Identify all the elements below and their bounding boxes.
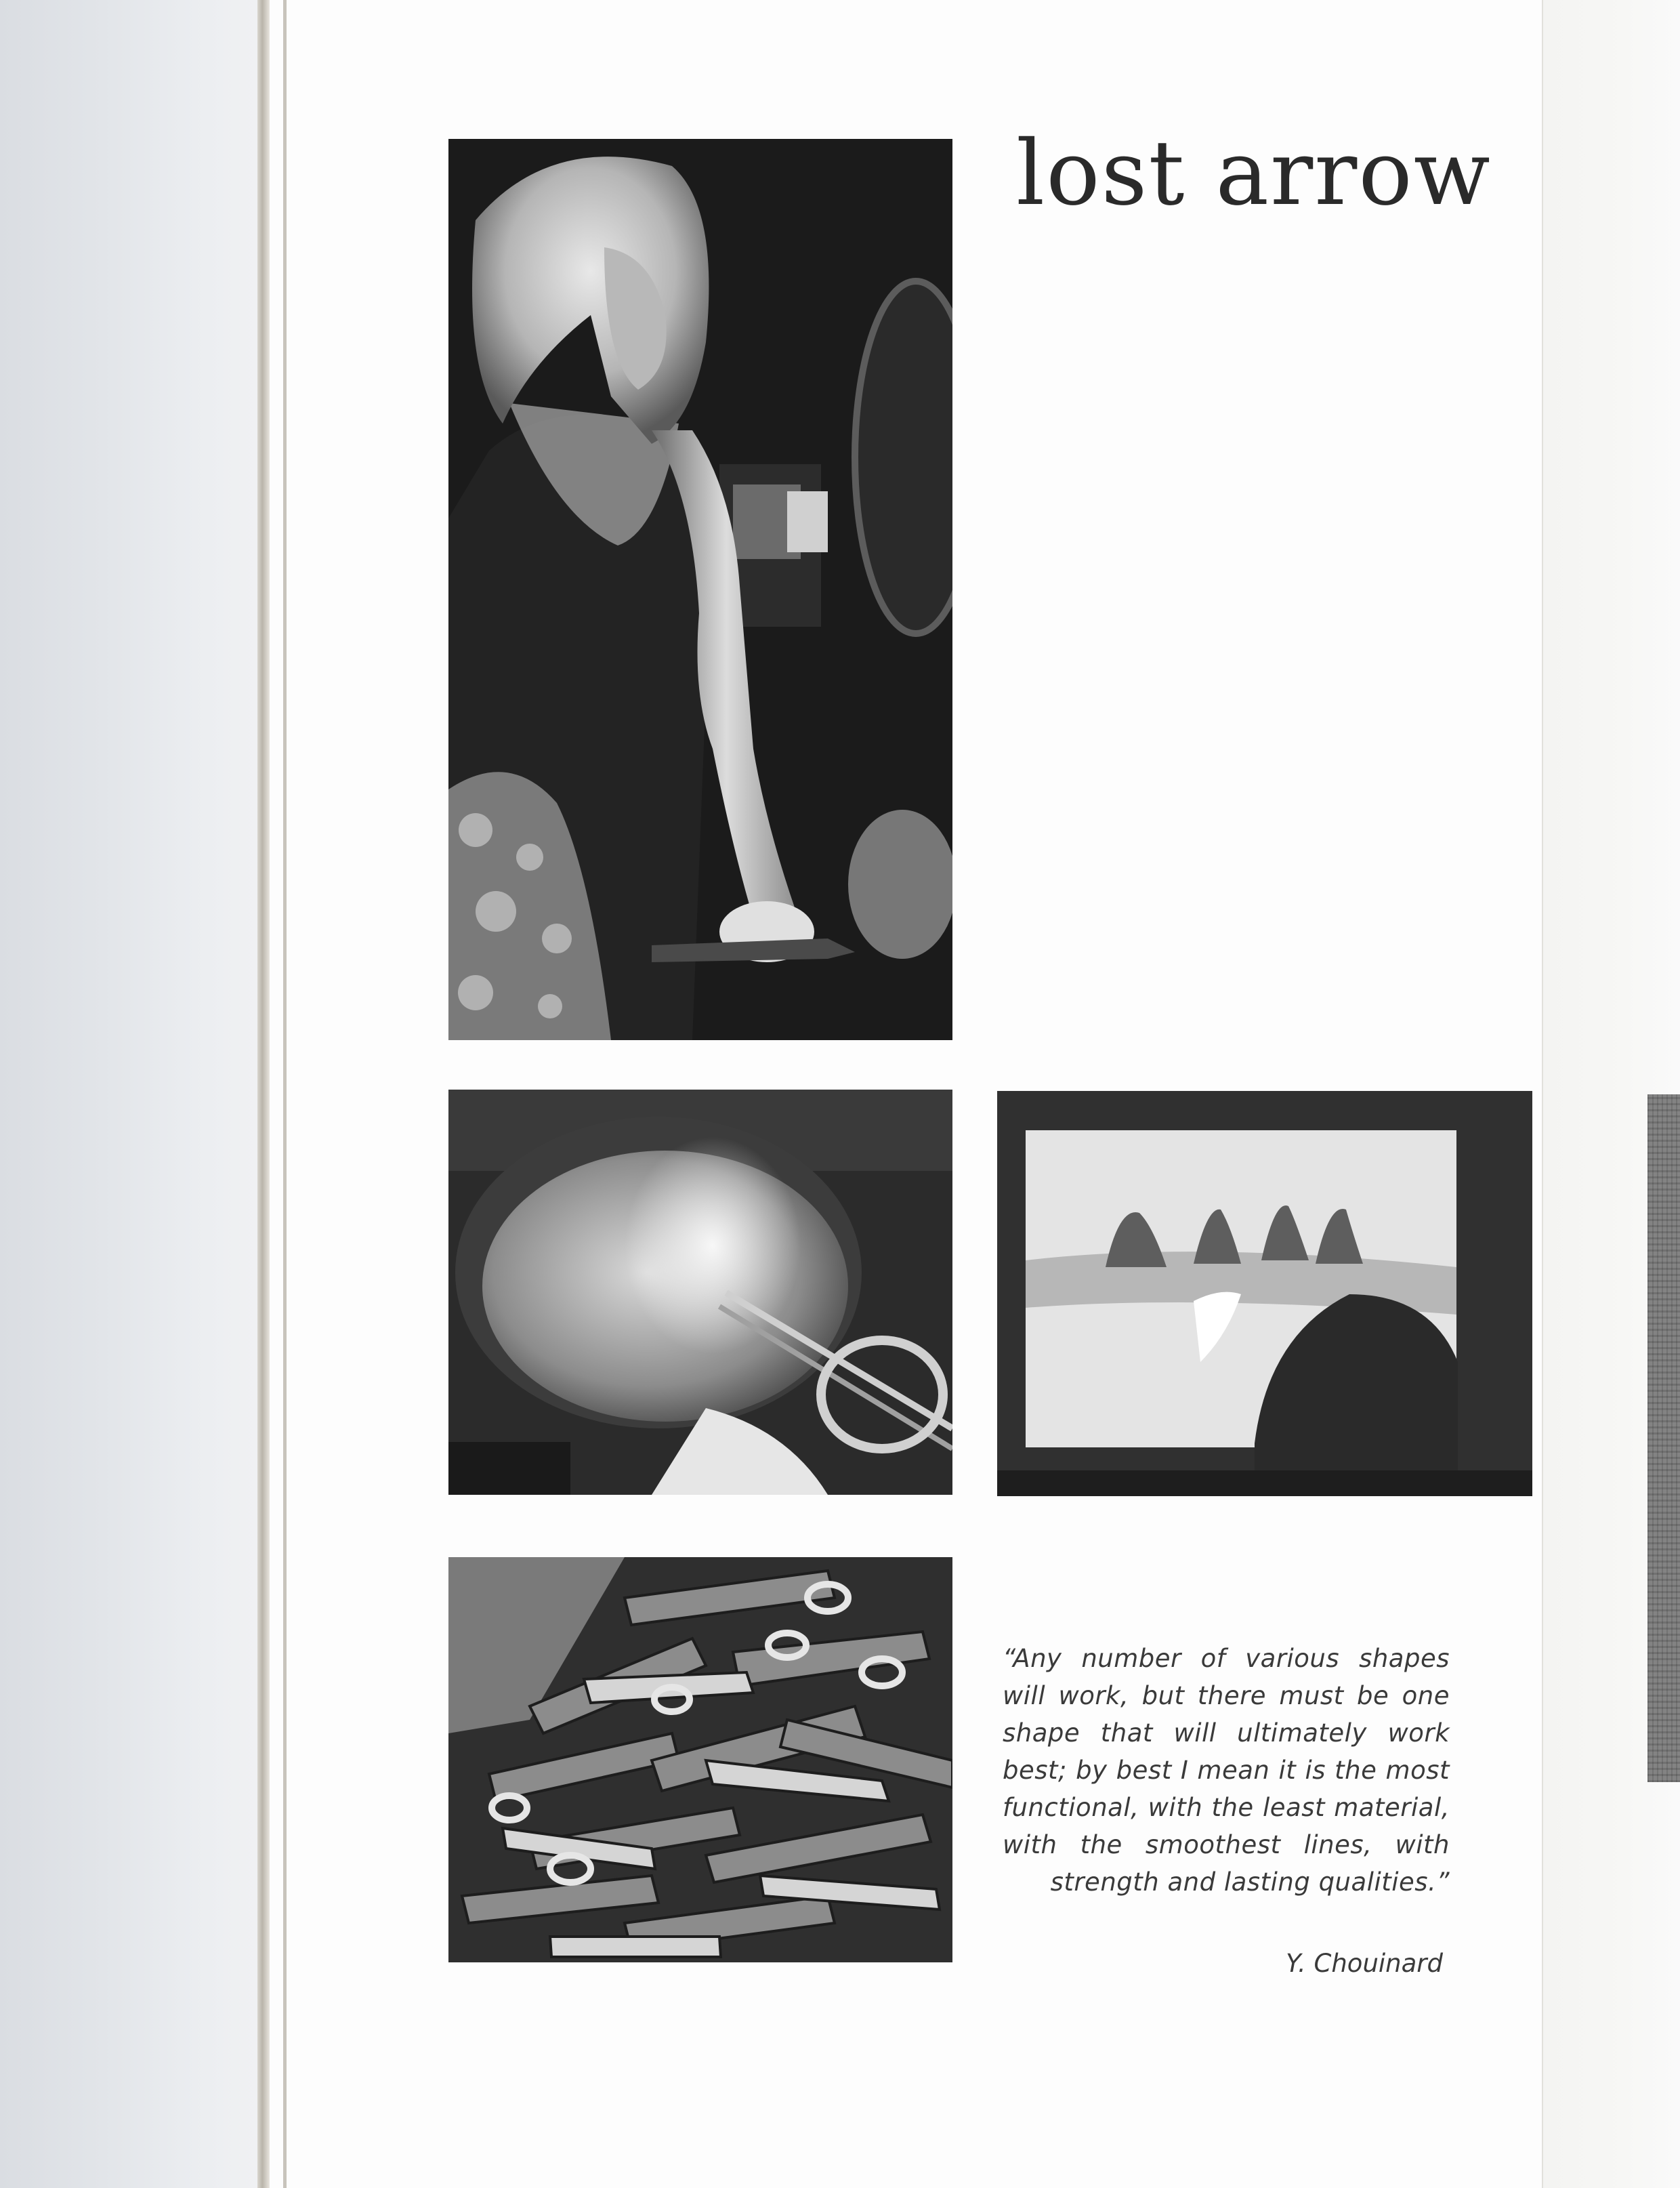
quote-attribution: Y. Chouinard (1286, 1949, 1443, 1978)
scanner-shadow (0, 0, 257, 2188)
forge-image (997, 1091, 1532, 1496)
page-binding-edge (257, 0, 270, 2188)
forge-photo (997, 1091, 1532, 1496)
quench-bucket-image (448, 1090, 952, 1495)
pitons-pile-photo (448, 1557, 952, 1962)
pitons-pile-image (448, 1557, 952, 1962)
blacksmith-image (448, 139, 952, 1040)
quote-text: “Any number of various shapes will work, but there must be one shape that will ultimately work best; by best I mean it is the most functional, with the least material, with the smoothest lines, with strength and lasting qualities.” (1003, 1644, 1450, 1897)
quench-bucket-photo (448, 1090, 952, 1495)
neighbor-page-strip (1647, 1094, 1680, 1782)
page-title: lost arrow (1016, 121, 1492, 226)
binding-line (283, 0, 287, 2188)
blacksmith-photo (448, 139, 952, 1040)
